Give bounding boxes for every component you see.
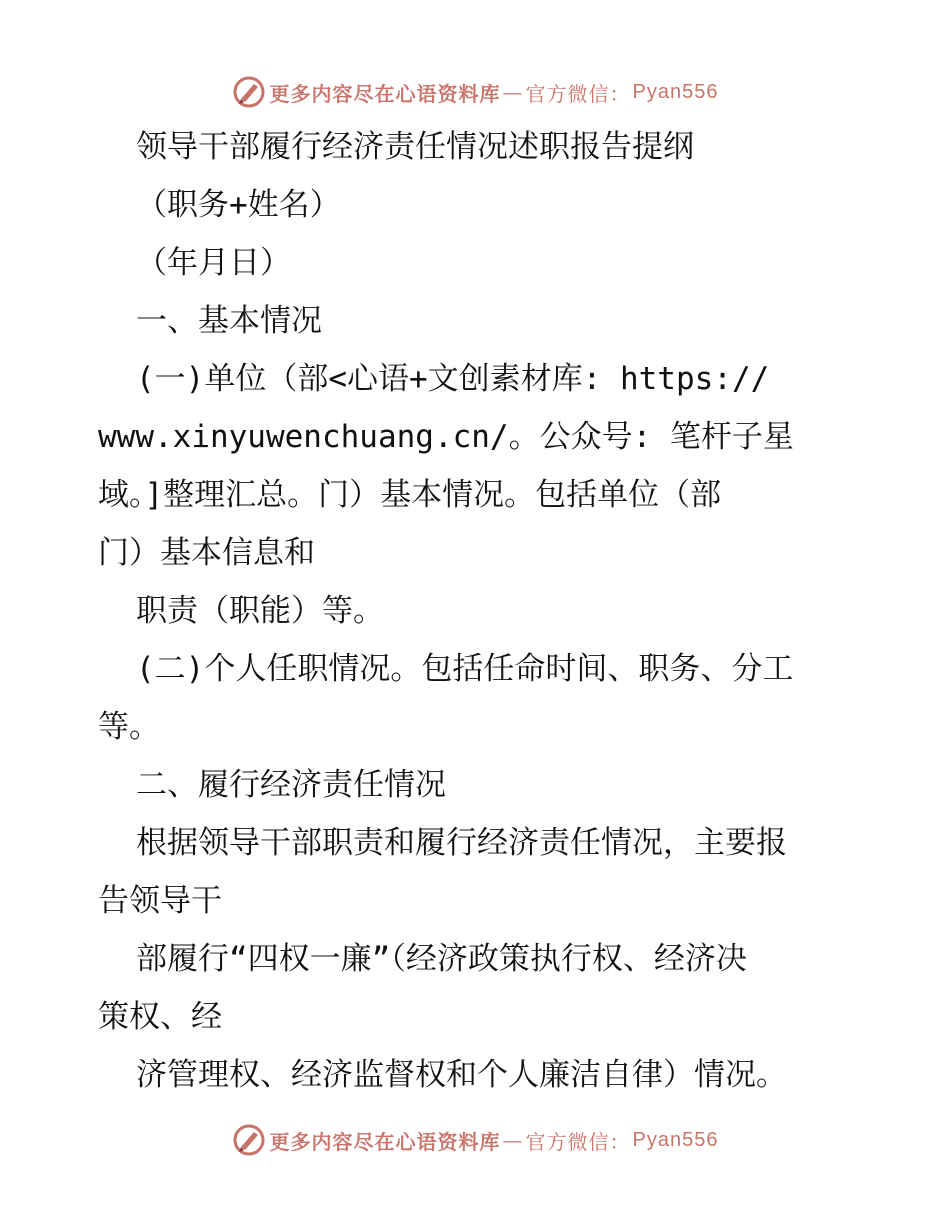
paragraph-line: 济管理权、经济监督权和个人廉洁自律）情况。 — [136, 1057, 787, 1093]
banner-wechat-label: 官方微信： — [525, 81, 631, 106]
paragraph-line: 职责（职能）等。 — [136, 593, 384, 629]
banner-separator: — — [502, 80, 524, 104]
date-line: （年月日） — [136, 245, 291, 281]
banner-text: 更多内容尽在心语资料库 — [269, 1129, 501, 1154]
brush-logo-icon — [232, 75, 266, 109]
paragraph-line: (一)单位（部<心语+文创素材库: https:// — [136, 361, 770, 397]
section-heading-2: 二、履行经济责任情况 — [136, 767, 446, 803]
section-heading-1: 一、基本情况 — [136, 303, 322, 339]
document-title: 领导干部履行经济责任情况述职报告提纲 — [136, 129, 694, 165]
paragraph-line: 策权、经 — [98, 999, 222, 1035]
banner-separator: — — [502, 1128, 524, 1152]
paragraph-line: 域。]整理汇总。门）基本情况。包括单位（部 — [98, 477, 722, 513]
banner-wechat-id: Pyan556 — [632, 80, 719, 103]
paragraph-line: 等。 — [98, 709, 160, 745]
position-name-line: （职务+姓名） — [136, 187, 341, 223]
banner-text: 更多内容尽在心语资料库 — [269, 81, 501, 106]
paragraph-line: 告领导干 — [98, 883, 222, 919]
banner-wechat-label: 官方微信： — [525, 1129, 631, 1154]
paragraph-line: www.xinyuwenchuang.cn/。公众号: 笔杆子星 — [98, 419, 794, 455]
document-body — [98, 118, 858, 1104]
paragraph-line: 根据领导干部职责和履行经济责任情况，主要报 — [136, 825, 787, 861]
header-banner — [0, 72, 950, 112]
footer-banner — [0, 1120, 950, 1160]
paragraph-line: (二)个人任职情况。包括任命时间、职务、分工 — [136, 651, 794, 687]
paragraph-line: 部履行“四权一廉”（经济政策执行权、经济决 — [136, 941, 747, 977]
brush-logo-icon — [232, 1123, 266, 1157]
paragraph-line: 门）基本信息和 — [98, 535, 315, 571]
banner-wechat-id: Pyan556 — [632, 1128, 719, 1151]
